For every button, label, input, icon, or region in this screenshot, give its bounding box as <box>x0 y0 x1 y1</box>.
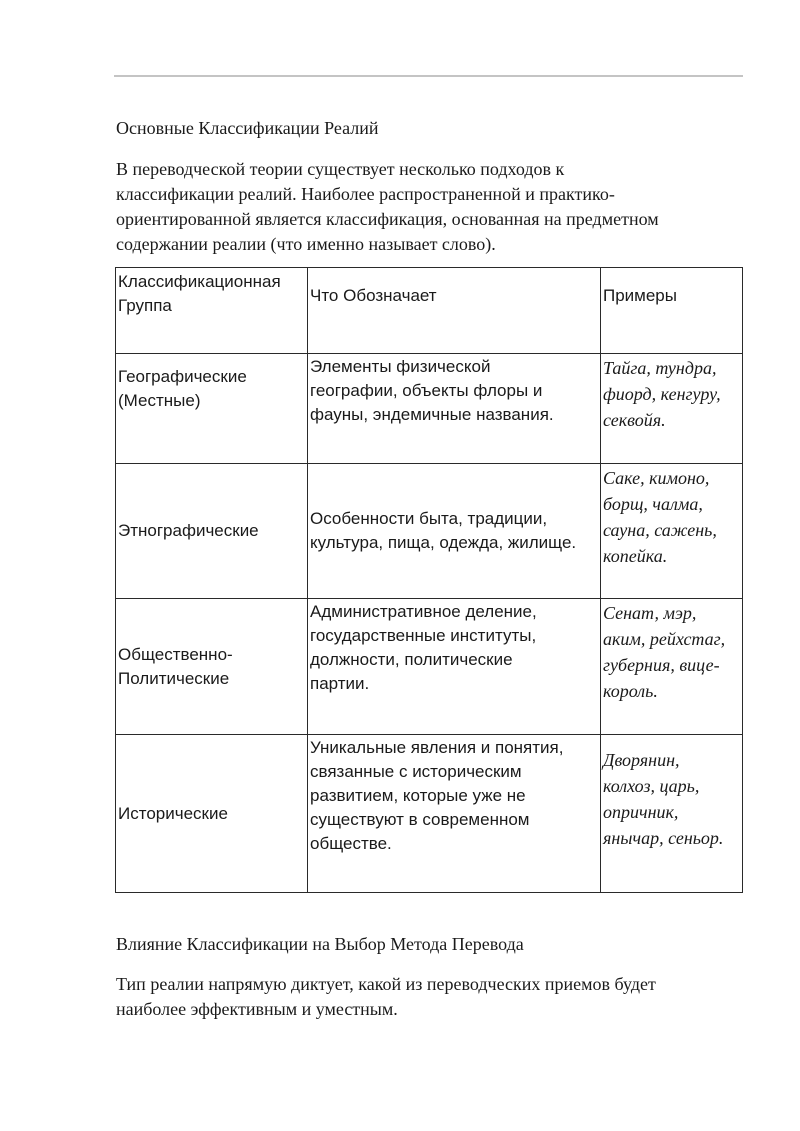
cell-meaning <box>308 735 601 893</box>
section-heading-method-choice: Влияние Классификации на Выбор Метода Перевода <box>116 934 524 954</box>
cell-line: партии. <box>310 674 370 693</box>
intro-paragraph <box>116 157 746 257</box>
paragraph-line: Тип реалии напрямую диктует, какой из переводческих приемов будет <box>116 974 656 994</box>
cell-line: должности, политические <box>310 650 513 669</box>
cell-line: фауны, эндемичные названия. <box>310 405 554 424</box>
paragraph-line: В переводческой теории существует несколько подходов к <box>116 159 565 179</box>
cell-line: Элементы физической <box>310 357 491 376</box>
table-row <box>116 464 743 599</box>
cell-line: государственные институты, <box>310 626 537 645</box>
paragraph-line: наиболее эффективным и уместным. <box>116 999 398 1019</box>
cell-meaning <box>308 599 601 735</box>
cell-line: географии, объекты флоры и <box>310 381 543 400</box>
cell-group <box>116 735 308 893</box>
cell-line: колхоз, царь, <box>603 776 700 796</box>
cell-line: развитием, которые уже не <box>310 786 526 805</box>
header-cell-meaning <box>308 268 601 354</box>
section-heading-classifications: Основные Классификации Реалий <box>116 118 379 138</box>
cell-line: существуют в современном <box>310 810 530 829</box>
method-choice-paragraph <box>116 972 746 1022</box>
cell-meaning <box>308 464 601 599</box>
cell-line: борщ, чалма, <box>603 494 703 514</box>
table-row <box>116 599 743 735</box>
cell-line: Исторические <box>118 803 228 823</box>
table-row <box>116 735 743 893</box>
cell-examples <box>601 464 743 599</box>
cell-line: культура, пища, одежда, жилище. <box>310 533 577 552</box>
table-row <box>116 354 743 464</box>
cell-line: связанные с историческим <box>310 762 522 781</box>
cell-line: фиорд, кенгуру, <box>603 384 721 404</box>
cell-line: опричник, <box>603 802 679 822</box>
cell-examples <box>601 735 743 893</box>
cell-line: Классификационная <box>118 272 281 291</box>
cell-line: секвойя. <box>603 410 666 430</box>
cell-line: Политические <box>118 668 230 688</box>
cell-group <box>116 464 308 599</box>
cell-line: Группа <box>118 296 172 315</box>
cell-line: сауна, сажень, <box>603 520 717 540</box>
cell-line: Саке, кимоно, <box>603 468 710 488</box>
cell-line: (Местные) <box>118 391 201 410</box>
cell-line: губерния, вице- <box>603 655 720 675</box>
cell-line: Географические <box>118 367 247 386</box>
cell-line: Административное деление, <box>310 602 537 621</box>
cell-line: Сенат, мэр, <box>603 603 697 623</box>
cell-meaning <box>308 354 601 464</box>
cell-group <box>116 599 308 735</box>
cell-line: Особенности быта, традиции, <box>310 509 548 528</box>
cell-examples <box>601 599 743 735</box>
cell-line: Тайга, тундра, <box>603 358 717 378</box>
cell-group <box>116 354 308 464</box>
cell-line: Общественно- <box>118 644 233 664</box>
page-top-rule <box>114 75 743 77</box>
paragraph-line: классификации реалий. Наиболее распространенной и практико- <box>116 184 615 204</box>
paragraph-line: ориентированной является классификация, основанная на предметном <box>116 209 659 229</box>
cell-line: Этнографические <box>118 521 259 540</box>
cell-line: копейка. <box>603 546 668 566</box>
cell-line: аким, рейхстаг, <box>603 629 726 649</box>
cell-line: король. <box>603 681 658 701</box>
cell-line: обществе. <box>310 834 392 853</box>
realia-classification-table <box>115 267 743 893</box>
header-cell-examples <box>601 268 743 354</box>
cell-line: Уникальные явления и понятия, <box>310 738 564 757</box>
cell-line: Что Обозначает <box>310 286 437 305</box>
cell-line: Дворянин, <box>603 750 680 770</box>
cell-examples <box>601 354 743 464</box>
table-header-row <box>116 268 743 354</box>
paragraph-line: содержании реалии (что именно называет слово). <box>116 234 496 254</box>
header-cell-group <box>116 268 308 354</box>
cell-line: янычар, сеньор. <box>603 828 724 848</box>
cell-line: Примеры <box>603 286 677 305</box>
